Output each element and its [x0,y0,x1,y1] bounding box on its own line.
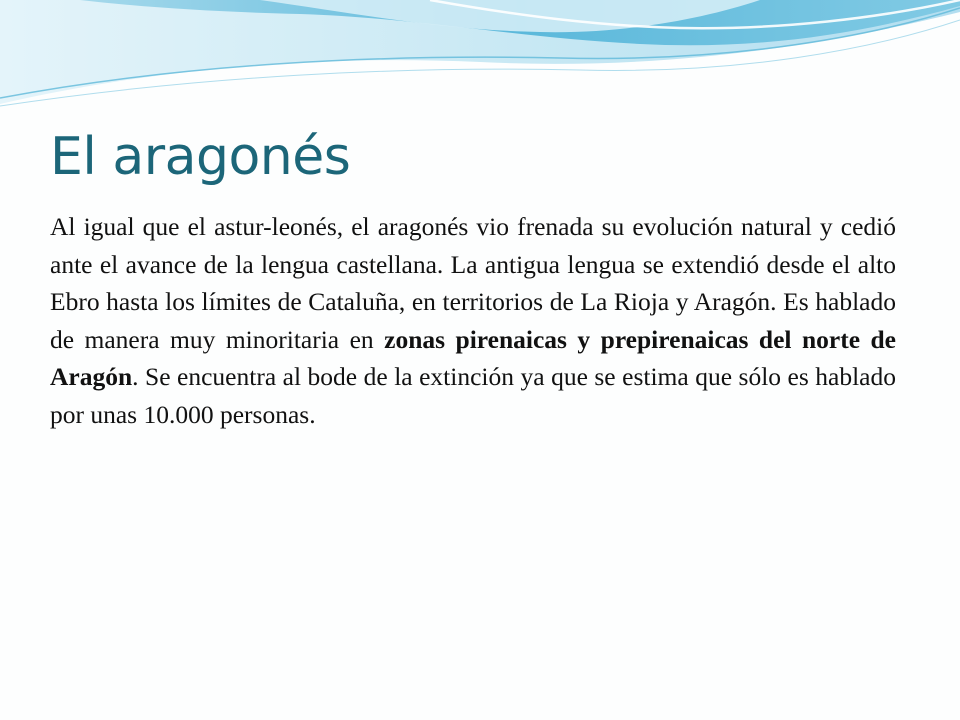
body-text-emphasis: zonas pirenaicas y prepirenaicas del norte de Aragón [50,324,896,392]
body-text-part1: Al igual que el astur-leonés, el aragonés vio frenada su evolución natural y cedió ante el avance de la lengua castellana. La antigua lengua se extendió desde el alto Ebro hasta los límites de Cataluña, en territorios de La Rioja y Aragón. Es hablado de manera muy minoritaria en [50,212,896,354]
slide-body-text [50,208,896,434]
body-text-part2: . Se encuentra al bode de la extinción ya que se estima que sólo es hablado por unas 10.000 personas [50,362,896,429]
body-text-end: . [309,399,316,429]
slide-title: El aragonés [50,127,351,187]
wave-decoration [0,0,960,120]
